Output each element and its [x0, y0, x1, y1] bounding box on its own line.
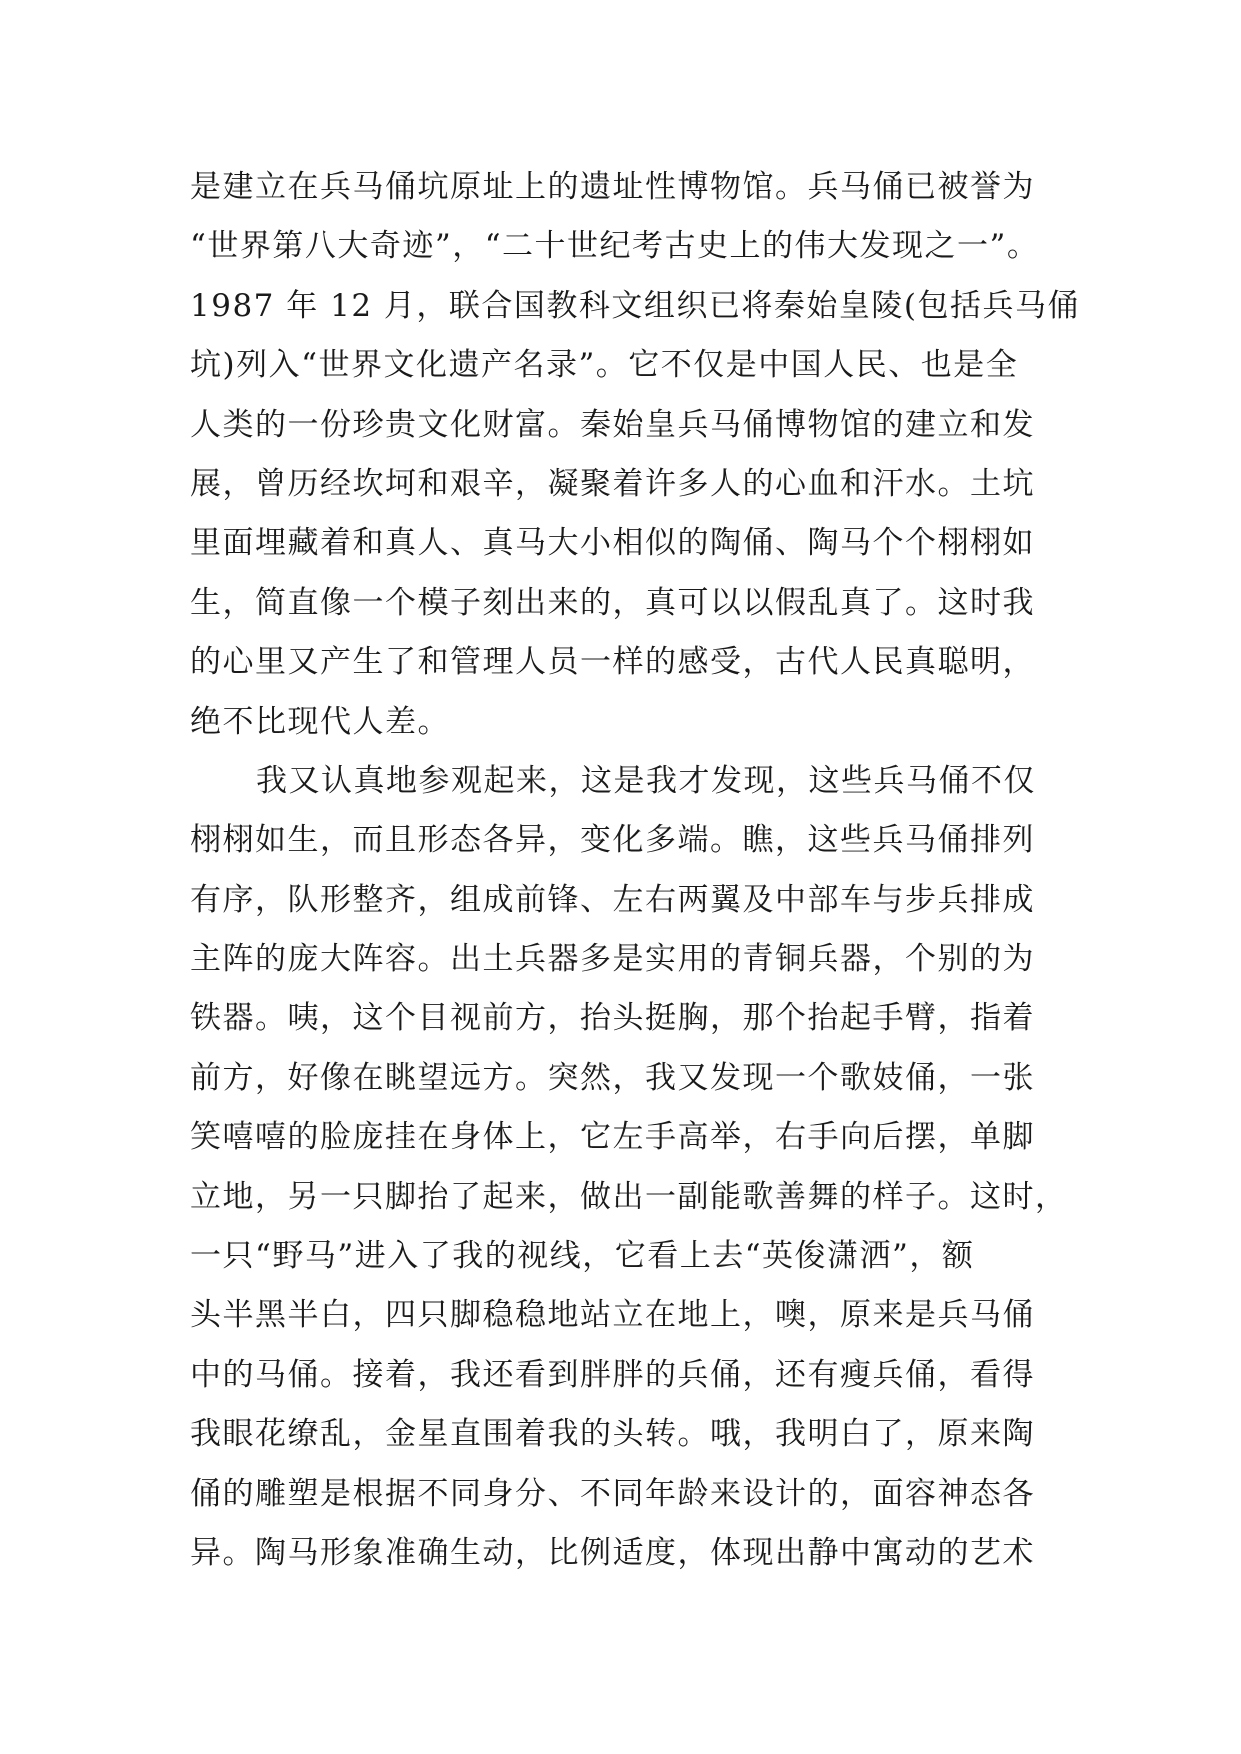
body-text: [190, 158, 1080, 1583]
text-line: 头半黑半白，四只脚稳稳地站立在地上，噢，原来是兵马俑: [190, 1297, 1035, 1334]
text-line: 主阵的庞大阵容。出土兵器多是实用的青铜兵器，个别的为: [190, 941, 1035, 978]
text-line: 异。陶马形象准确生动，比例适度，体现出静中寓动的艺术: [190, 1534, 1035, 1571]
text-line: “世界第八大奇迹”，“二十世纪考古史上的伟大发现之一”。: [190, 228, 1040, 265]
text-line: 绝不比现代人差。: [190, 703, 450, 740]
text-line: 1987 年 12 月，联合国教科文组织已将秦始皇陵(包括兵马俑: [190, 287, 1080, 324]
text-line: 里面埋藏着和真人、真马大小相似的陶俑、陶马个个栩栩如: [190, 525, 1035, 562]
text-line: 笑嘻嘻的脸庞挂在身体上，它左手高举，右手向后摆，单脚: [190, 1119, 1035, 1156]
text-line: 有序，队形整齐，组成前锋、左右两翼及中部车与步兵排成: [190, 881, 1035, 918]
text-line: 前方，好像在眺望远方。突然，我又发现一个歌妓俑，一张: [190, 1059, 1035, 1096]
text-line: 栩栩如生，而且形态各异，变化多端。瞧，这些兵马俑排列: [190, 822, 1035, 859]
text-line: 是建立在兵马俑坑原址上的遗址性博物馆。兵马俑已被誉为: [190, 169, 1035, 205]
paragraph-first-line: 我又认真地参观起来，这是我才发现，这些兵马俑不仅: [256, 762, 1036, 799]
text-line: 俑的雕塑是根据不同身分、不同年龄来设计的，面容神态各: [190, 1475, 1035, 1512]
text-line: 坑)列入“世界文化遗产名录”。它不仅是中国人民、也是全: [190, 347, 1019, 384]
text-line: 的心里又产生了和管理人员一样的感受，古代人民真聪明，: [190, 644, 1035, 681]
text-line: 中的马俑。接着，我还看到胖胖的兵俑，还有瘦兵俑，看得: [190, 1356, 1035, 1393]
text-line: 我眼花缭乱，金星直围着我的头转。哦，我明白了，原来陶: [190, 1416, 1035, 1453]
text-line: 人类的一份珍贵文化财富。秦始皇兵马俑博物馆的建立和发: [190, 406, 1035, 443]
text-line: 生，简直像一个模子刻出来的，真可以以假乱真了。这时我: [190, 584, 1035, 621]
text-line: 立地，另一只脚抬了起来，做出一副能歌善舞的样子。这时，: [190, 1178, 1068, 1215]
text-line: 铁器。咦，这个目视前方，抬头挺胸，那个抬起手臂，指着: [190, 1000, 1035, 1037]
text-line: 一只“野马”进入了我的视线，它看上去“英俊潇洒”，额: [190, 1238, 975, 1275]
text-line: 展，曾历经坎坷和艰辛，凝聚着许多人的心血和汗水。土坑: [190, 465, 1035, 502]
